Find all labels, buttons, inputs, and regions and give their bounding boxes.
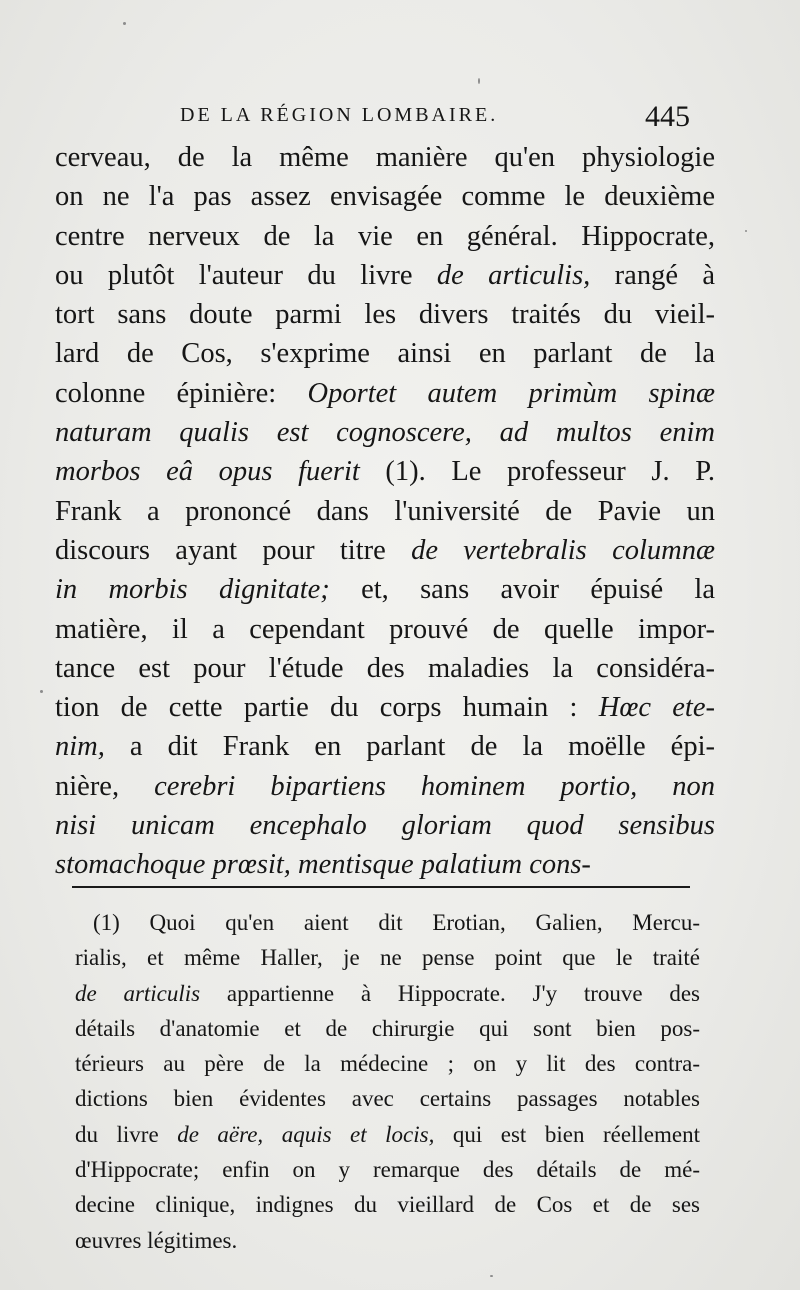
text-run: tort sans doute parmi les divers traités du vieil- <box>55 299 715 331</box>
text-run: (1) Quoi qu'en aient dit Erotian, Galien, Mercu- <box>93 910 700 935</box>
text-line <box>55 649 715 688</box>
text-line <box>55 334 715 373</box>
text-run: colonne épinière: <box>55 377 308 409</box>
text-run: lard de Cos, s'exprime ainsi en parlant de la <box>55 338 715 370</box>
page-header <box>180 100 690 140</box>
text-line <box>55 492 715 531</box>
text-run: nière, <box>55 770 155 802</box>
running-head: DE LA RÉGION LOMBAIRE. <box>180 104 499 126</box>
text-line <box>55 374 715 413</box>
footnote-line <box>75 1152 700 1187</box>
italic-text: de articulis <box>75 980 201 1006</box>
italic-text: cerebri bipartiens hominem portio, non <box>154 770 715 802</box>
footnote-line <box>75 1223 700 1258</box>
text-line <box>55 570 715 609</box>
text-run: decine clinique, indignes du vieillard de Cos et de ses <box>75 1192 700 1218</box>
italic-text: de aëre, aquis et locis, <box>177 1121 435 1147</box>
text-line <box>55 727 715 766</box>
text-line <box>55 177 715 216</box>
italic-text: in morbis dignitate; <box>55 574 330 606</box>
text-run: matière, il a cependant prouvé de quelle impor- <box>55 613 715 645</box>
text-run: dictions bien évidentes avec certains passages notables <box>75 1086 700 1112</box>
text-run: du livre <box>75 1121 178 1147</box>
text-run: appartienne à Hippocrate. J'y trouve des <box>200 980 700 1006</box>
text-run: détails d'anatomie et de chirurgie qui sont bien pos- <box>75 1015 700 1041</box>
text-run: d'Hippocrate; enfin on y remarque des détails de mé- <box>75 1157 700 1183</box>
text-run: térieurs au père de la médecine ; on y lit des contra- <box>75 1051 700 1077</box>
text-run: (1). Le professeur J. P. <box>359 456 716 488</box>
footnote-separator <box>72 886 690 888</box>
footnote-line <box>75 1046 700 1081</box>
text-run: Frank a prononcé dans l'université de Pavie un <box>55 495 715 527</box>
text-run: et, sans avoir épuisé la <box>329 574 715 606</box>
footnote-line <box>75 1081 700 1116</box>
text-run: on ne l'a pas assez envisagée comme le deuxième <box>55 181 715 213</box>
italic-text: nim, <box>55 731 105 763</box>
italic-text: naturam qualis est cognoscere, ad multos enim <box>55 417 715 449</box>
text-line <box>55 767 715 806</box>
text-run: discours ayant pour titre <box>55 534 412 566</box>
footnote-line <box>75 1117 700 1152</box>
footnote-line <box>75 976 700 1011</box>
italic-text: Oportet autem primùm spinæ <box>307 377 715 409</box>
print-speck <box>490 1275 493 1277</box>
footnote-line <box>75 940 700 975</box>
italic-text: Hœc ete- <box>598 692 715 724</box>
italic-text: de articulis, <box>436 259 591 291</box>
text-run: rialis, et même Haller, je ne pense point que le traité <box>75 945 700 971</box>
text-line <box>55 413 715 452</box>
italic-text: nisi unicam encephalo gloriam quod sensibus <box>55 810 715 842</box>
text-line <box>55 295 715 334</box>
text-line <box>55 217 715 256</box>
text-run: ou plutôt l'auteur du livre <box>55 259 437 291</box>
print-speck <box>40 690 43 693</box>
italic-text: morbos eâ opus fuerit <box>55 456 360 488</box>
text-line <box>55 610 715 649</box>
italic-text: stomachoque prœsit, mentisque palatium cons- <box>55 849 591 881</box>
main-text <box>55 138 715 885</box>
text-line <box>55 452 715 491</box>
footnote-line <box>75 1187 700 1222</box>
print-speck <box>123 22 126 25</box>
text-run: a dit Frank en parlant de la moëlle épi- <box>104 731 715 763</box>
text-run: œuvres légitimes. <box>75 1227 238 1253</box>
text-line <box>55 256 715 295</box>
text-run: rangé à <box>590 259 715 291</box>
text-line <box>55 138 715 177</box>
text-line <box>55 531 715 570</box>
text-run: tion de cette partie du corps humain : <box>55 692 599 724</box>
footnote-line <box>75 1011 700 1046</box>
text-run: cerveau, de la même manière qu'en physiologie <box>55 142 715 173</box>
print-speck <box>478 78 480 84</box>
footnote <box>75 905 700 1258</box>
text-run: tance est pour l'étude des maladies la considéra- <box>55 652 715 684</box>
text-line <box>55 806 715 845</box>
page-number: 445 <box>645 100 690 133</box>
footnote-line <box>75 905 700 940</box>
italic-text: de vertebralis columnæ <box>411 534 715 566</box>
text-run: qui est bien réellement <box>434 1121 701 1147</box>
text-line <box>55 845 715 884</box>
text-run: centre nerveux de la vie en général. Hippocrate, <box>55 220 715 252</box>
text-line <box>55 688 715 727</box>
print-speck <box>745 230 747 232</box>
